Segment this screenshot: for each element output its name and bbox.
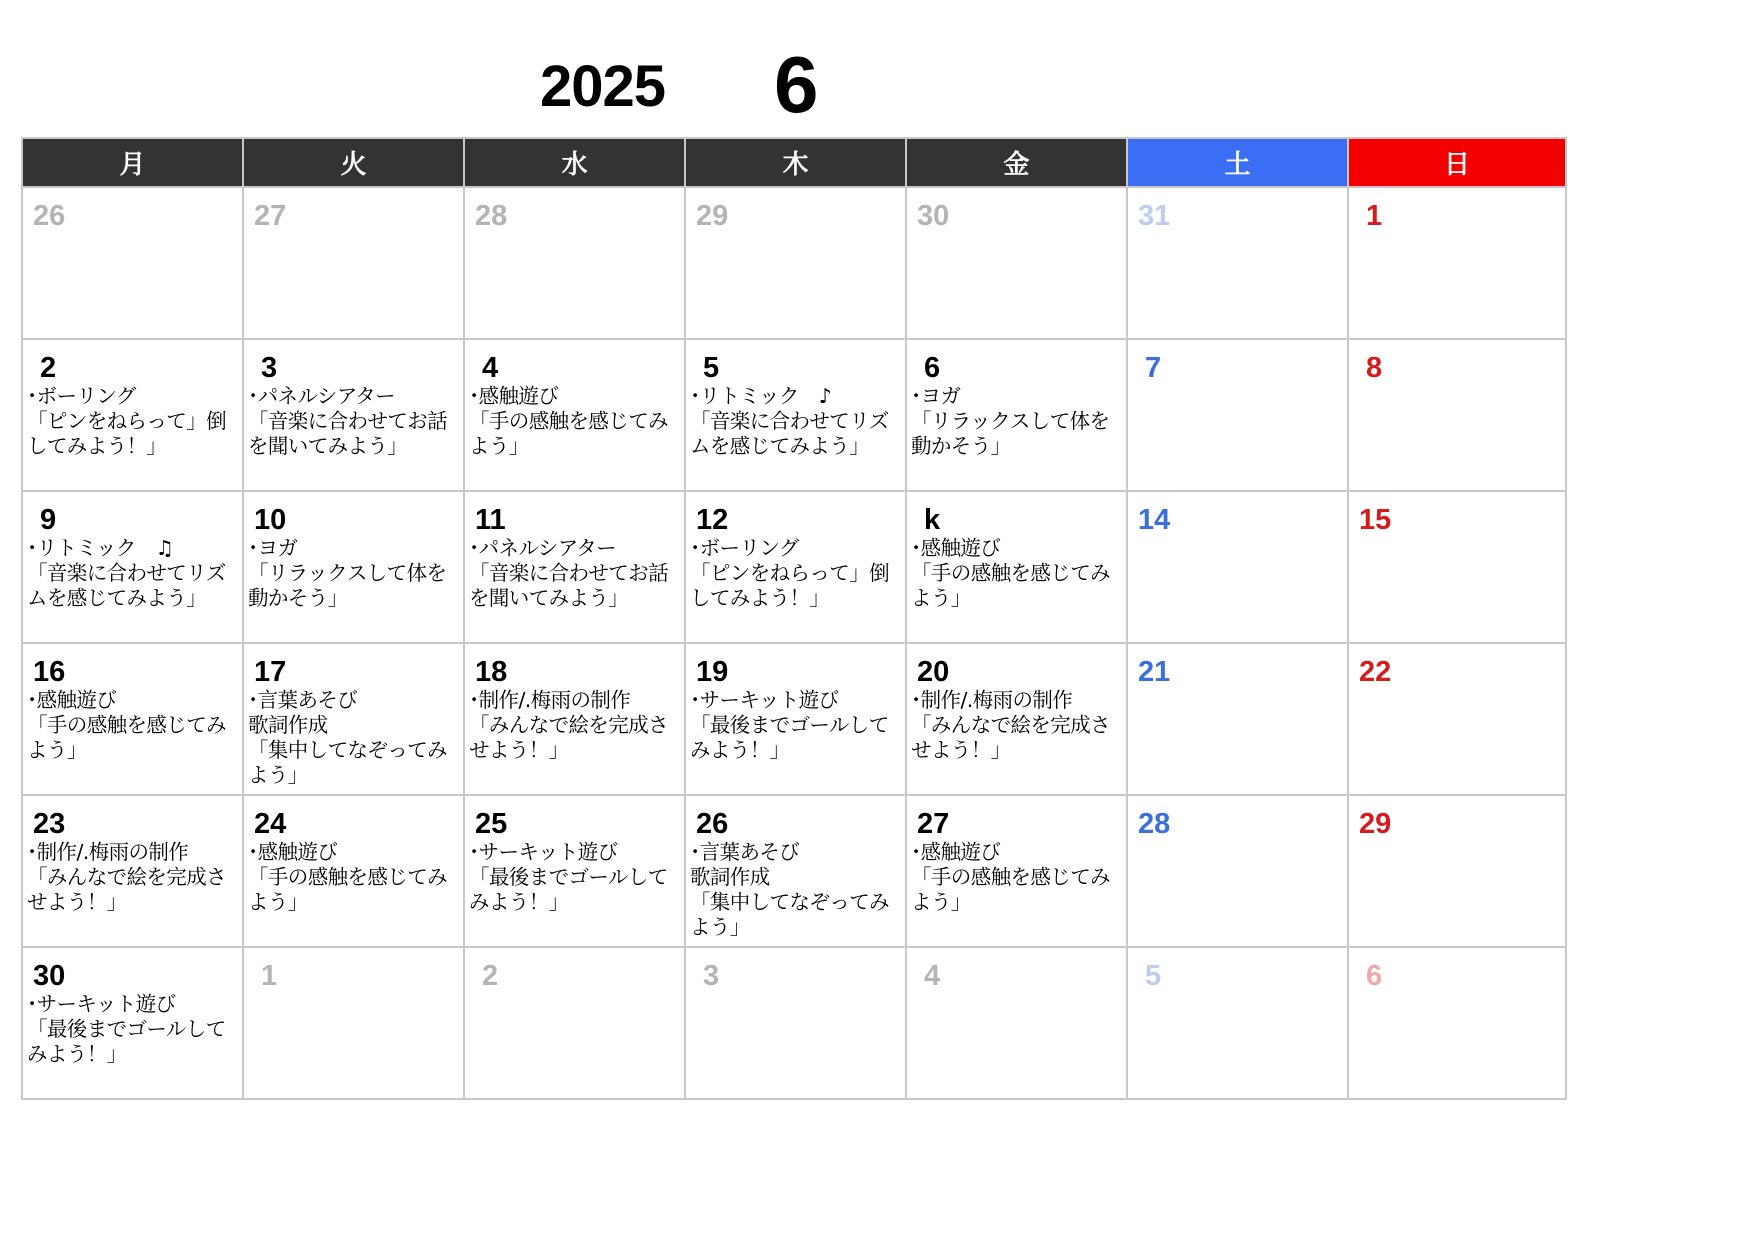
day-cell[interactable] bbox=[685, 795, 906, 947]
calendar-week-row bbox=[22, 643, 1566, 795]
day-event-text: ･パネルシアター 「音楽に合わせてお話を聞いてみよう」 bbox=[248, 384, 447, 458]
day-number: 5 bbox=[703, 352, 720, 384]
day-cell[interactable] bbox=[906, 491, 1127, 643]
day-cell-content bbox=[465, 188, 684, 338]
day-cell-content bbox=[465, 948, 684, 1098]
weekday-header-sun: 日 bbox=[1348, 138, 1566, 187]
day-number: 27 bbox=[254, 200, 287, 232]
day-cell-content bbox=[1128, 644, 1347, 794]
day-cell-content bbox=[1128, 188, 1347, 338]
day-cell-content bbox=[1128, 948, 1347, 1098]
day-cell-content bbox=[907, 188, 1126, 338]
day-cell[interactable] bbox=[1348, 187, 1566, 339]
day-number: 21 bbox=[1138, 656, 1171, 688]
day-cell-content bbox=[1349, 644, 1565, 794]
day-cell-content bbox=[244, 796, 463, 946]
calendar-year: 2025 bbox=[540, 54, 666, 119]
day-cell-content bbox=[23, 948, 242, 1098]
day-cell-content bbox=[244, 188, 463, 338]
day-number: k bbox=[924, 504, 941, 536]
day-cell-content bbox=[1128, 796, 1347, 946]
day-number: 6 bbox=[924, 352, 941, 384]
day-number: 22 bbox=[1359, 656, 1392, 688]
day-number: 31 bbox=[1138, 200, 1171, 232]
day-cell[interactable] bbox=[243, 491, 464, 643]
day-cell-content bbox=[1128, 340, 1347, 490]
day-cell[interactable] bbox=[906, 947, 1127, 1099]
day-cell-content bbox=[907, 948, 1126, 1098]
day-cell-content bbox=[23, 644, 242, 794]
day-cell-content bbox=[244, 492, 463, 642]
day-cell-content bbox=[1349, 188, 1565, 338]
day-number: 26 bbox=[696, 808, 729, 840]
day-cell-content bbox=[907, 492, 1126, 642]
day-event-text: ･ヨガ 「リラックスして体を動かそう」 bbox=[248, 536, 447, 610]
day-cell[interactable] bbox=[1348, 491, 1566, 643]
day-cell[interactable] bbox=[22, 491, 243, 643]
day-cell[interactable] bbox=[1127, 643, 1348, 795]
day-number: 1 bbox=[261, 960, 278, 992]
calendar-month: 6 bbox=[774, 40, 819, 129]
day-event-text: ･制作/.梅雨の制作 「みんなで絵を完成させよう！」 bbox=[469, 688, 668, 762]
day-cell[interactable] bbox=[1127, 339, 1348, 491]
day-cell-content bbox=[465, 644, 684, 794]
day-cell-content bbox=[465, 492, 684, 642]
day-number: 29 bbox=[696, 200, 729, 232]
day-cell[interactable] bbox=[906, 187, 1127, 339]
day-number: 2 bbox=[40, 352, 57, 384]
day-event-text: ･ボーリング 「ピンをねらって」倒してみよう！」 bbox=[690, 536, 889, 610]
day-cell-content bbox=[686, 948, 905, 1098]
day-cell[interactable] bbox=[243, 947, 464, 1099]
day-cell-content bbox=[686, 644, 905, 794]
day-cell[interactable] bbox=[22, 795, 243, 947]
day-cell[interactable] bbox=[1127, 947, 1348, 1099]
day-number: 30 bbox=[917, 200, 950, 232]
day-cell-content bbox=[907, 796, 1126, 946]
day-number: 1 bbox=[1366, 200, 1383, 232]
day-number: 30 bbox=[33, 960, 66, 992]
day-event-text: ･リトミック ♫ 「音楽に合わせてリズムを感じてみよう」 bbox=[27, 536, 226, 610]
day-number: 16 bbox=[33, 656, 66, 688]
calendar-body bbox=[22, 187, 1566, 1099]
day-number: 8 bbox=[1366, 352, 1383, 384]
day-cell[interactable] bbox=[906, 643, 1127, 795]
day-cell-content bbox=[23, 492, 242, 642]
day-cell[interactable] bbox=[243, 643, 464, 795]
day-number: 24 bbox=[254, 808, 287, 840]
day-event-text: ･サーキット遊び 「最後までゴールしてみよう！」 bbox=[469, 840, 668, 914]
day-number: 7 bbox=[1145, 352, 1162, 384]
day-cell[interactable] bbox=[1348, 643, 1566, 795]
day-cell[interactable] bbox=[906, 795, 1127, 947]
day-cell[interactable] bbox=[464, 643, 685, 795]
day-event-text: ･感触遊び 「手の感触を感じてみよう」 bbox=[248, 840, 447, 914]
day-event-text: ･ヨガ 「リラックスして体を動かそう」 bbox=[911, 384, 1110, 458]
day-number: 3 bbox=[703, 960, 720, 992]
day-cell[interactable] bbox=[22, 339, 243, 491]
day-event-text: ･感触遊び 「手の感触を感じてみよう」 bbox=[911, 840, 1110, 914]
day-number: 19 bbox=[696, 656, 729, 688]
day-cell[interactable] bbox=[1348, 339, 1566, 491]
day-cell-content bbox=[686, 796, 905, 946]
day-cell[interactable] bbox=[464, 947, 685, 1099]
day-cell[interactable] bbox=[1348, 795, 1566, 947]
day-event-text: ･パネルシアター 「音楽に合わせてお話を聞いてみよう」 bbox=[469, 536, 668, 610]
day-number: 10 bbox=[254, 504, 287, 536]
day-number: 28 bbox=[475, 200, 508, 232]
day-cell-content bbox=[686, 492, 905, 642]
day-number: 26 bbox=[33, 200, 66, 232]
weekday-header-row bbox=[22, 138, 1566, 187]
day-cell[interactable] bbox=[22, 187, 243, 339]
day-cell-content bbox=[1349, 492, 1565, 642]
day-number: 4 bbox=[924, 960, 941, 992]
day-cell[interactable] bbox=[685, 643, 906, 795]
weekday-header-tue: 火 bbox=[243, 138, 464, 187]
day-number: 18 bbox=[475, 656, 508, 688]
day-cell[interactable] bbox=[685, 187, 906, 339]
day-cell[interactable] bbox=[464, 187, 685, 339]
calendar-week-row bbox=[22, 339, 1566, 491]
day-cell[interactable] bbox=[685, 339, 906, 491]
day-event-text: ･感触遊び 「手の感触を感じてみよう」 bbox=[911, 536, 1110, 610]
day-cell-content bbox=[686, 340, 905, 490]
day-cell-content bbox=[907, 644, 1126, 794]
day-cell-content bbox=[23, 188, 242, 338]
day-cell[interactable] bbox=[22, 947, 243, 1099]
day-number: 9 bbox=[40, 504, 57, 536]
day-number: 28 bbox=[1138, 808, 1171, 840]
day-cell[interactable] bbox=[685, 491, 906, 643]
day-cell-content bbox=[686, 188, 905, 338]
day-cell[interactable] bbox=[464, 339, 685, 491]
day-cell[interactable] bbox=[1127, 795, 1348, 947]
day-cell[interactable] bbox=[464, 795, 685, 947]
day-cell[interactable] bbox=[22, 643, 243, 795]
day-number: 20 bbox=[917, 656, 950, 688]
day-cell-content bbox=[244, 644, 463, 794]
weekday-header-thu: 木 bbox=[685, 138, 906, 187]
day-cell-content bbox=[244, 948, 463, 1098]
day-cell[interactable] bbox=[1348, 947, 1566, 1099]
day-cell-content bbox=[244, 340, 463, 490]
day-number: 12 bbox=[696, 504, 729, 536]
day-event-text: ･言葉あそび 歌詞作成 「集中してなぞってみよう」 bbox=[248, 688, 447, 787]
day-event-text: ･サーキット遊び 「最後までゴールしてみよう！」 bbox=[690, 688, 889, 762]
day-event-text: ･サーキット遊び 「最後までゴールしてみよう！」 bbox=[27, 992, 226, 1066]
day-number: 23 bbox=[33, 808, 66, 840]
day-cell[interactable] bbox=[1127, 187, 1348, 339]
day-cell[interactable] bbox=[906, 339, 1127, 491]
day-number: 11 bbox=[475, 504, 506, 536]
weekday-header-mon: 月 bbox=[22, 138, 243, 187]
day-number: 15 bbox=[1359, 504, 1392, 536]
day-number: 29 bbox=[1359, 808, 1392, 840]
day-number: 25 bbox=[475, 808, 508, 840]
calendar-week-row bbox=[22, 947, 1566, 1099]
day-cell-content bbox=[907, 340, 1126, 490]
calendar-week-row bbox=[22, 187, 1566, 339]
day-cell[interactable] bbox=[243, 187, 464, 339]
day-cell-content bbox=[1349, 948, 1565, 1098]
day-event-text: ･制作/.梅雨の制作 「みんなで絵を完成させよう！」 bbox=[911, 688, 1110, 762]
day-cell[interactable] bbox=[685, 947, 906, 1099]
day-number: 5 bbox=[1145, 960, 1162, 992]
day-cell[interactable] bbox=[1127, 491, 1348, 643]
calendar-week-row bbox=[22, 795, 1566, 947]
day-number: 4 bbox=[482, 352, 499, 384]
day-cell-content bbox=[465, 340, 684, 490]
day-cell-content bbox=[1349, 340, 1565, 490]
day-cell[interactable] bbox=[243, 339, 464, 491]
weekday-header-fri: 金 bbox=[906, 138, 1127, 187]
day-event-text: ･感触遊び 「手の感触を感じてみよう」 bbox=[469, 384, 668, 458]
day-cell-content bbox=[23, 796, 242, 946]
day-event-text: ･ボーリング 「ピンをねらって」倒してみよう！」 bbox=[27, 384, 226, 458]
day-cell-content bbox=[1349, 796, 1565, 946]
weekday-header-wed: 水 bbox=[464, 138, 685, 187]
calendar-week-row bbox=[22, 491, 1566, 643]
day-cell[interactable] bbox=[464, 491, 685, 643]
day-cell-content bbox=[23, 340, 242, 490]
day-number: 3 bbox=[261, 352, 278, 384]
day-event-text: ･感触遊び 「手の感触を感じてみよう」 bbox=[27, 688, 226, 762]
day-cell-content bbox=[1128, 492, 1347, 642]
weekday-header-sat: 土 bbox=[1127, 138, 1348, 187]
day-number: 2 bbox=[482, 960, 499, 992]
day-number: 6 bbox=[1366, 960, 1383, 992]
day-number: 17 bbox=[254, 656, 287, 688]
day-event-text: ･リトミック ♪ 「音楽に合わせてリズムを感じてみよう」 bbox=[690, 384, 889, 458]
day-event-text: ･制作/.梅雨の制作 「みんなで絵を完成させよう！」 bbox=[27, 840, 226, 914]
day-number: 14 bbox=[1138, 504, 1171, 536]
day-cell[interactable] bbox=[243, 795, 464, 947]
calendar-grid bbox=[21, 137, 1567, 1100]
day-event-text: ･言葉あそび 歌詞作成 「集中してなぞってみよう」 bbox=[690, 840, 889, 939]
day-number: 27 bbox=[917, 808, 950, 840]
day-cell-content bbox=[465, 796, 684, 946]
